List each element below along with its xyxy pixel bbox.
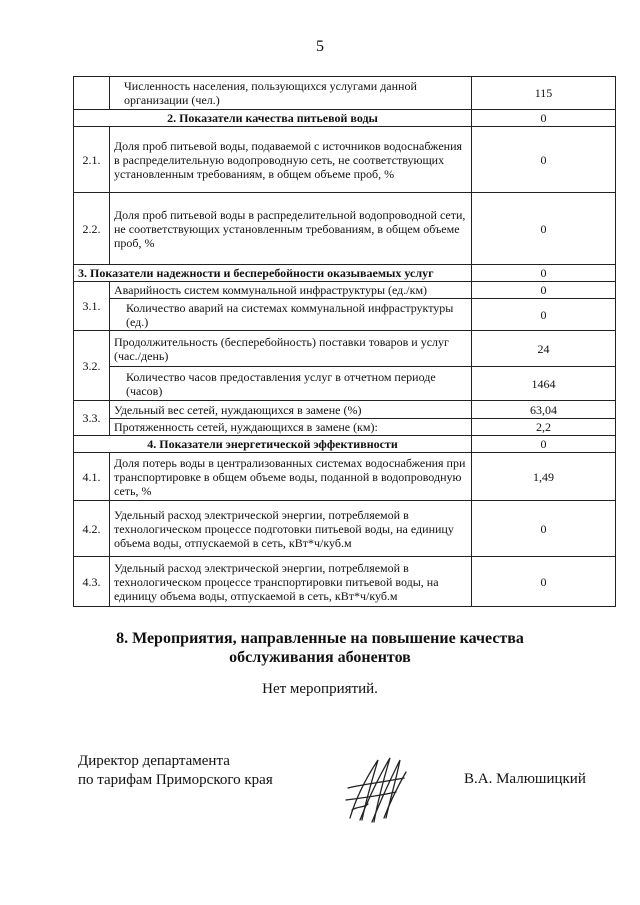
table-row: [74, 453, 616, 501]
row-value: 0: [472, 557, 616, 607]
row-number: 4.2.: [74, 501, 110, 557]
row-text: Удельный вес сетей, нуждающихся в замене (%): [110, 401, 472, 419]
row-value: 0: [472, 501, 616, 557]
row-number: 3.3.: [74, 401, 110, 436]
section-header-row: [74, 110, 616, 127]
row-number: 4.3.: [74, 557, 110, 607]
row-value: 63,04: [472, 401, 616, 419]
row-text: Удельный расход электрической энергии, потребляемой в технологическом процессе подготовки питьевой воды, на единицу объема воды, отпускаемой в сеть, кВт*ч/куб.м: [110, 501, 472, 557]
row-text: Доля проб питьевой воды в распределительной водопроводной сети, не соответствующих установленным требованиям, в общем объеме проб, %: [110, 193, 472, 265]
table-row: [74, 77, 616, 110]
row-value: 0: [472, 127, 616, 193]
row-text: Количество часов предоставления услуг в отчетном периоде (часов): [110, 367, 472, 401]
page-number: 5: [316, 38, 324, 55]
section-8-heading-line1: 8. Мероприятия, направленные на повышение качества: [116, 630, 524, 647]
row-text: Доля потерь воды в централизованных системах водоснабжения при транспортировке в общем объеме воды, поданной в водопроводную сеть, %: [110, 453, 472, 501]
row-value: 0: [472, 299, 616, 331]
row-text: Протяженность сетей, нуждающихся в замене (км):: [110, 419, 472, 436]
table-row: [74, 501, 616, 557]
section-title: 4. Показатели энергетической эффективности: [74, 436, 472, 453]
section-header-row: [74, 265, 616, 282]
position-line1: Директор департамента: [78, 753, 230, 769]
row-number: [74, 77, 110, 110]
table-row: [74, 419, 616, 436]
position-line2: по тарифам Приморского края: [78, 772, 273, 788]
row-text: Численность населения, пользующихся услугами данной организации (чел.): [110, 77, 472, 110]
section-header-row: [74, 436, 616, 453]
table-row: [74, 401, 616, 419]
row-value: 24: [472, 331, 616, 367]
row-value: 115: [472, 77, 616, 110]
handwritten-signature: [338, 748, 418, 828]
section-8-heading: [0, 629, 640, 667]
row-value: 1464: [472, 367, 616, 401]
row-number: 3.2.: [74, 331, 110, 401]
section-title: 3. Показатели надежности и бесперебойности оказываемых услуг: [74, 265, 472, 282]
no-measures-text: Нет мероприятий.: [262, 681, 378, 697]
row-value: 0: [472, 282, 616, 299]
row-number: 2.1.: [74, 127, 110, 193]
table-row: [74, 331, 616, 367]
table-row: [74, 299, 616, 331]
section-value: 0: [472, 265, 616, 282]
signatory-name: В.А. Малюшицкий: [464, 771, 586, 787]
row-text: Удельный расход электрической энергии, потребляемой в технологическом процессе транспортировки питьевой воды, на единицу объема воды, отпускаемой в сеть, кВт*ч/куб.м: [110, 557, 472, 607]
row-text: Продолжительность (бесперебойность) поставки товаров и услуг (час./день): [110, 331, 472, 367]
indicators-table: [73, 76, 616, 607]
section-title: 2. Показатели качества питьевой воды: [74, 110, 472, 127]
table-row: [74, 557, 616, 607]
table-row: [74, 193, 616, 265]
row-number: 4.1.: [74, 453, 110, 501]
section-value: 0: [472, 436, 616, 453]
signatory-position: [78, 752, 273, 790]
row-text: Аварийность систем коммунальной инфраструктуры (ед./км): [110, 282, 472, 299]
row-number: 2.2.: [74, 193, 110, 265]
row-value: 0: [472, 193, 616, 265]
row-text: Доля проб питьевой воды, подаваемой с источников водоснабжения в распределительную водопроводную сеть, не соответствующих установленным требованиям, в общем объеме проб, %: [110, 127, 472, 193]
row-number: 3.1.: [74, 282, 110, 331]
row-value: 1,49: [472, 453, 616, 501]
section-value: 0: [472, 110, 616, 127]
table-row: [74, 367, 616, 401]
section-8-heading-line2: обслуживания абонентов: [229, 649, 411, 666]
row-text: Количество аварий на системах коммунальной инфраструктуры (ед.): [110, 299, 472, 331]
table-row: [74, 127, 616, 193]
row-value: 2,2: [472, 419, 616, 436]
table-row: [74, 282, 616, 299]
